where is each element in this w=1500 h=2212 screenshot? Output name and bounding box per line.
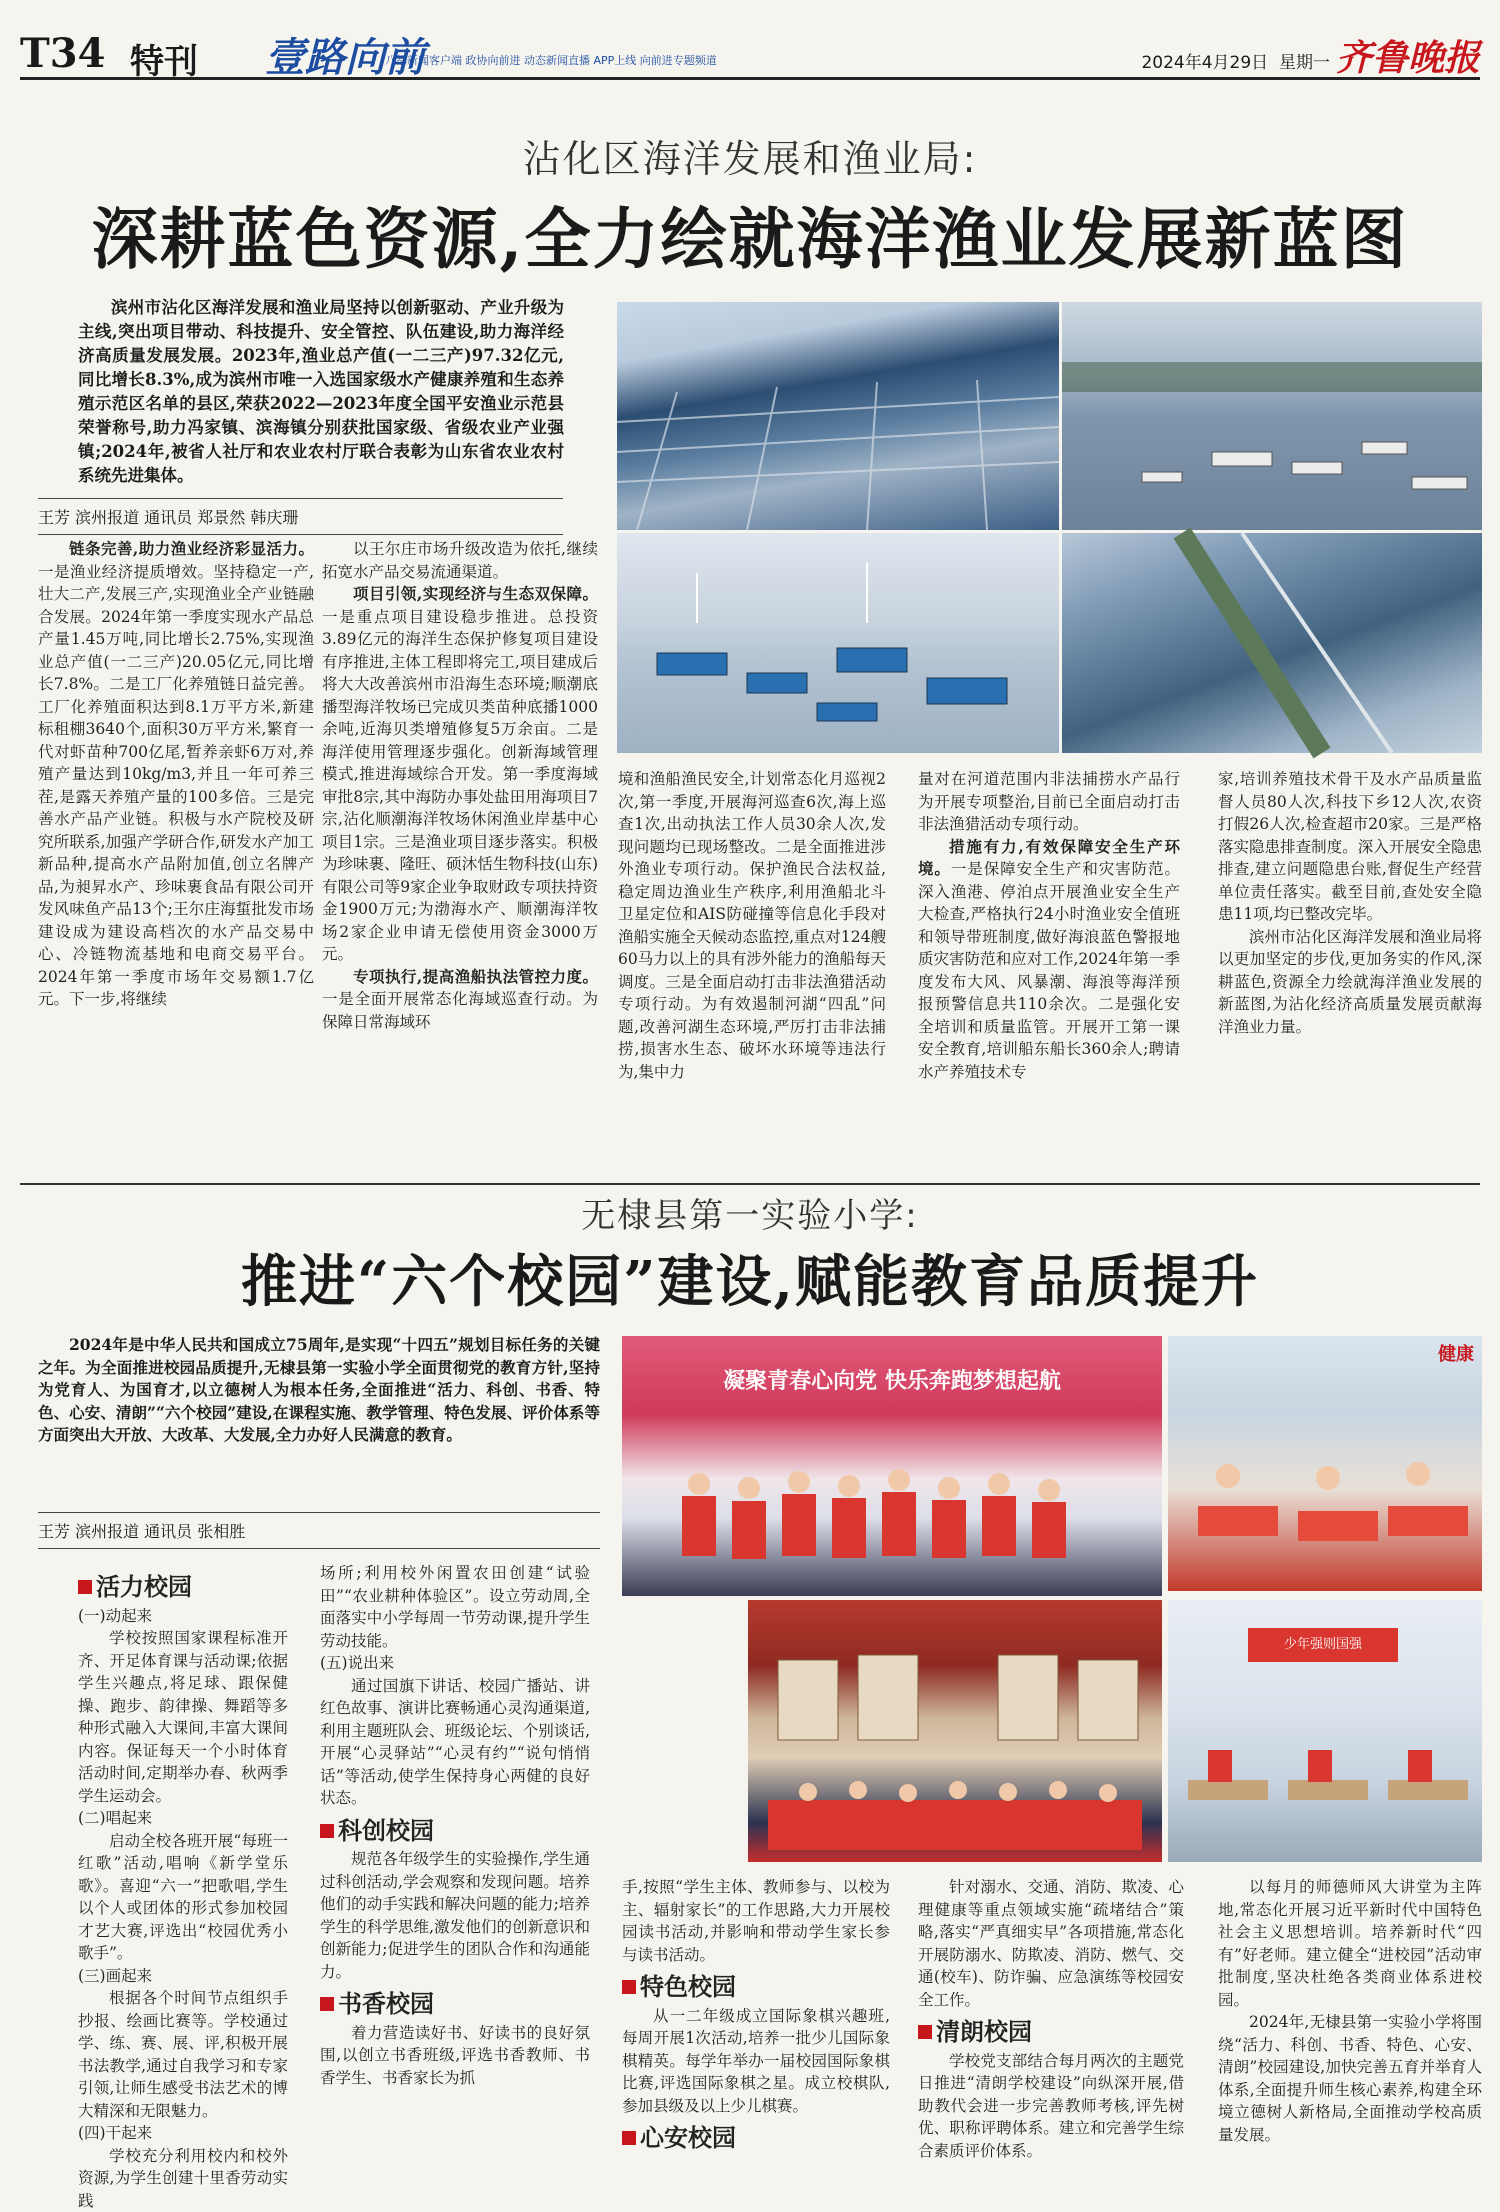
section-heading-tese xyxy=(622,1976,890,1999)
classroom-graphic xyxy=(1168,1336,1482,1591)
article1-column-4 xyxy=(918,768,1180,1178)
section-label: 特色校园 xyxy=(640,1976,736,1999)
a1c2-text-3: 一是全面开展常态化海域巡查行动。为保障日常海域环 xyxy=(322,990,598,1031)
a1c4-text-1: 量对在河道范围内非法捕捞水产品行为开展专项整治,目前已全面启动打击非法渔猎活动专项行动。 xyxy=(918,770,1180,833)
section-label: 心安校园 xyxy=(640,2127,736,2150)
a1c2-text-1: 以王尔庄市场升级改造为依托,继续拓宽水产品交易流通渠道。 xyxy=(322,540,598,581)
section-heading-kechuang xyxy=(320,1820,590,1843)
a1c5-text-1: 家,培训养殖技术骨干及水产品质量监督人员80人次,科技下乡12人次,农资打假26人次,检查超市20家。三是严格落实隐患排查制度。深入开展安全隐患排查,建立问题隐患台账,督促生产经营单位责任落实。截至目前,查处安全隐患11项,均已整改完毕。 xyxy=(1218,770,1482,923)
boats-graphic xyxy=(1062,302,1482,530)
article2-column-1 xyxy=(78,1566,288,2196)
article1-lead: 滨州市沾化区海洋发展和渔业局坚持以创新驱动、产业升级为主线,突出项目带动、科技提升、安全管控、队伍建设,助力海洋经济高质量发展发展。2023年,渔业总产值(一二三产)97.32亿元,同比增长8.3%,成为滨州市唯一入选国家级水产健康养殖和生态养殖示范区名单的县区,荣获2022—2023年度全国平安渔业示范县荣誉称号,助力冯家镇、滨海镇分别获批国家级、省级农业产业强镇;2024年,被省人社厅和农业农村厅联合表彰为山东省农业农村系统先进集体。 xyxy=(78,296,564,488)
article1-subtitle: 沾化区海洋发展和渔业局: xyxy=(20,128,1480,183)
red-square-icon xyxy=(622,1980,636,1994)
paragraph: 学校按照国家课程标准开齐、开足体育课与活动课;依据学生兴趣点,将足球、跟保健操、跑步、韵律操、舞蹈等多种形式融入大课间,丰富大课间内容。保证每天一个小时体育活动时间,定期举办春、秋两季学生运动会。 xyxy=(78,1627,288,1807)
a1c5-para-2 xyxy=(1218,926,1482,1039)
paragraph: 着力营造读好书、好读书的良好氛围,以创立书香班级,评选书香教师、书香学生、书香家长为抓 xyxy=(320,2022,590,2090)
stage-banner-text: 凝聚青春心向党 快乐奔跑梦想起航 xyxy=(652,1364,1132,1395)
section-heading-huoli xyxy=(78,1576,288,1599)
section-label: 书香校园 xyxy=(338,1993,434,2016)
paragraph: 规范各年级学生的实验操作,学生通过科创活动,学会观察和发现问题。培养他们的动手实践和解决问题的能力;培养学生的科学思维,激发他们的创新意识和创新能力;促进学生的团队合作和沟通能力。 xyxy=(320,1848,590,1983)
weekday-text: 星期一 xyxy=(1279,53,1330,73)
a1c4-heading-2: 措施有力,有效保障安全生产环境。 xyxy=(918,837,1180,879)
subheading: (一)动起来 xyxy=(78,1605,288,1628)
a1c2-text-2: 一是重点项目建设稳步推进。总投资3.89亿元的海洋生态保护修复项目建设有序推进,主体工程即将完工,项目建成后将大大改善滨州市沿海生态环境;顺潮底播型海洋牧场已完成贝类苗种底播1000余吨,近海贝类增殖修复5万余亩。二是海洋使用管理逐步强化。创新海域管理模式,推进海域综合开发。第一季度海域审批8宗,其中海防办事处盐田用海项目7宗,沾化顺潮海洋牧场休闲渔业岸基中心项目1宗。三是渔业项目逐步落实。积极为珍味裹、隆旺、硕沐恬生物科技(山东)有限公司等9家企业争取财政专项扶持资金1900万元;为渤海水产、顺潮海洋牧场2家企业申请无偿使用资金3000万元。 xyxy=(322,608,598,964)
subheading: (二)唱起来 xyxy=(78,1807,288,1830)
paragraph: 根据各个时间节点组织手抄报、绘画比赛等。学校通过学、练、赛、展、评,积极开展书法教学,通过自我学习和专家引领,让师生感受书法艺术的博大精深和无限魅力。 xyxy=(78,1987,288,2122)
a1c2-para-3 xyxy=(322,966,598,1034)
paragraph: 学校充分利用校内和校外资源,为学生创建十里香劳动实践 xyxy=(78,2145,288,2212)
performers-graphic xyxy=(622,1336,1162,1596)
students-ukulele-stage-photo xyxy=(622,1336,1162,1596)
a1c2-heading-2: 项目引领,实现经济与生态双保障。 xyxy=(353,584,598,603)
a1c1-para xyxy=(38,538,314,1011)
paragraph: 场所;利用校外闲置农田创建“试验田”“农业耕种体验区”。设立劳动周,全面落实中小学每周一节劳动课,提升学生劳动技能。 xyxy=(320,1562,590,1652)
a1c2-heading-3: 专项执行,提高渔船执法管控力度。 xyxy=(353,967,598,986)
section-heading-shuxiang xyxy=(320,1993,590,2016)
article2-column-3 xyxy=(622,1876,890,2196)
section-label: 科创校园 xyxy=(338,1820,434,1843)
section-heading-qinglang xyxy=(918,2021,1184,2044)
causeway-graphic xyxy=(1062,533,1482,753)
a1c1-heading: 链条完善,助力渔业经济彩显活力。 xyxy=(69,539,314,558)
a1c5-para-1 xyxy=(1218,768,1482,926)
students-museum-visit-photo xyxy=(748,1600,1162,1862)
paragraph: 针对溺水、交通、消防、欺凌、心理健康等重点领域实施“疏堵结合”策略,落实“严真细实早”各项措施,常态化开展防溺水、防欺凌、消防、燃气、交通(校车)、防诈骗、应急演练等校园安全工作。 xyxy=(918,1876,1184,2011)
classroom-wall-text: 健康 xyxy=(1438,1340,1474,1366)
aerial-salt-ponds-photo xyxy=(617,302,1059,530)
article1-column-5 xyxy=(1218,768,1482,1178)
harbor-graphic xyxy=(617,533,1059,753)
a1c4-para-1 xyxy=(918,768,1180,836)
page-number: T34 xyxy=(20,30,105,77)
harbor-boats-photo xyxy=(617,533,1059,753)
article2-lead: 2024年是中华人民共和国成立75周年,是实现“十四五”规划目标任务的关键之年。为全面推进校园品质提升,无棣县第一实验小学全面贯彻党的教育方针,坚持为党育人、为国育才,以立德树人为根本任务,全面推进“活力、科创、书香、特色、心安、清朗”“六个校园”建设,在课程实施、教学管理、特色发展、评价体系等方面突出大开放、大改革、大发展,全力办好人民满意的教育。 xyxy=(38,1334,600,1447)
subheading: (五)说出来 xyxy=(320,1652,590,1675)
classroom-paper-cutting-photo xyxy=(1168,1336,1482,1591)
classroom-lesson-photo xyxy=(1168,1600,1482,1862)
article2-column-5 xyxy=(1218,1876,1482,2196)
a1c2-para-2 xyxy=(322,583,598,966)
article1-column-3 xyxy=(618,768,886,1178)
issue-date xyxy=(1141,48,1330,73)
section-label: 清朗校园 xyxy=(936,2021,1032,2044)
paragraph: 通过国旗下讲话、校园广播站、讲红色故事、演讲比赛畅通心灵沟通渠道,利用主题班队会、班级论坛、个别谈话,开展“心灵驿站”“心灵有约”“说句悄悄话”等活动,使学生保持身心两健的良好状态。 xyxy=(320,1675,590,1810)
paragraph: 2024年,无棣县第一实验小学将围绕“活力、科创、书香、特色、心安、清朗”校园建设,加快完善五育并举育人体系,全面提升师生核心素养,构建全环境立德树人新格局,全面推动学校高质量发展。 xyxy=(1218,2011,1482,2146)
subheading: (三)画起来 xyxy=(78,1965,288,1988)
paragraph: 以每月的师德师风大讲堂为主阵地,常态化开展习近平新时代中国特色社会主义思想培训。培养新时代“四有”好老师。建立健全“进校园”活动审批制度,坚决杜绝各类商业体系进校园。 xyxy=(1218,1876,1482,2011)
page-header xyxy=(20,22,1480,80)
fishing-boats-river-photo xyxy=(1062,302,1482,530)
article2-column-4 xyxy=(918,1876,1184,2196)
paragraph: 启动全校各班开展“每班一红歌”活动,唱响《新学堂乐歌》。喜迎“六一”把歌唱,学生以个人或团体的形式参加校园才艺大赛,评选出“校园优秀小歌手”。 xyxy=(78,1830,288,1965)
paragraph: 学校党支部结合每月两次的主题党日推进“清朗学校建设”向纵深开展,借助教代会进一步完善教师考核,评先树优、职称评聘体系。建立和完善学生综合素质评价体系。 xyxy=(918,2050,1184,2163)
article2-column-2 xyxy=(320,1562,590,2196)
article2-subtitle: 无棣县第一实验小学: xyxy=(20,1188,1480,1237)
a1c1-text: 一是渔业经济提质增效。坚持稳定一产,壮大二产,发展三产,实现渔业全产业链融合发展。2024年第一季度实现水产品总产量1.45万吨,同比增长2.75%,实现渔业总产值(一二三产)20.05亿元,同比增长7.8%。二是工厂化养殖链日益完善。工厂化养殖面积达到8.1万平方米,新建标租棚3640个,面积30万平方米,繁育一代对虾苗种700亿尾,暂养亲虾6万对,养殖产量达到10kg/m3,并且一年可养三茬,是露天养殖产量的100多倍。三是完善水产品产业链。积极与水产院校及研究所联系,加强产学研合作,研发水产加工新品种,提高水产品附加值,创立名牌产品,为昶昇水产、珍味裹食品有限公司开发风味鱼产品13个;王尔庄海蜇批发市场建设成为建设高档次的水产品交易中心、冷链物流基地和电商交易平台。2024年第一季度市场年交易额1.7亿元。下一步,将继续 xyxy=(38,563,314,1009)
section-heading-xinan xyxy=(622,2127,890,2150)
a1c2-para-1 xyxy=(322,538,598,583)
a1c3-text: 境和渔船渔民安全,计划常态化月巡视2次,第一季度,开展海河巡查6次,海上巡查1次,出动执法工作人员30余人次,发现问题均已现场整改。二是全面推进涉外渔业专项行动。保护渔民合法权益,稳定周边渔业生产秩序,利用渔船北斗卫星定位和AIS防碰撞等信息化手段对渔船实施全天候动态监控,重点对124艘60马力以上的具有涉外能力的渔船每天调度。三是全面启动打击非法渔猎活动专项行动。为有效遏制河湖“四乱”问题,改善河湖生态环境,严厉打击非法捕捞,损害水生态、破坏水环境等违法行为,集中力 xyxy=(618,768,886,1083)
article1-column-2 xyxy=(322,538,598,1178)
red-square-icon xyxy=(622,2131,636,2145)
section-name: 特刊 xyxy=(130,34,198,83)
section-label: 活力校园 xyxy=(96,1576,192,1599)
museum-graphic xyxy=(748,1600,1162,1862)
red-square-icon xyxy=(320,1997,334,2011)
subheading: (四)干起来 xyxy=(78,2122,288,2145)
date-text: 2024年4月29日 xyxy=(1141,53,1268,73)
newspaper-logo: 齐鲁晚报 xyxy=(1336,30,1480,81)
red-square-icon xyxy=(320,1824,334,1838)
paragraph: 从一二年级成立国际象棋兴趣班,每周开展1次活动,培养一批少儿国际象棋精英。每学年举办一届校园国际象棋比赛,评选国际象棋之星。成立校棋队,参加县级及以上少儿棋赛。 xyxy=(622,2005,890,2118)
aerial-causeway-photo xyxy=(1062,533,1482,753)
article2-title: 推进“六个校园”建设,赋能教育品质提升 xyxy=(10,1238,1490,1318)
red-square-icon xyxy=(918,2025,932,2039)
classroom-screen: 少年强则国强 xyxy=(1248,1628,1398,1662)
red-square-icon xyxy=(78,1580,92,1594)
column-logo: 壹路向前 xyxy=(265,26,425,83)
a1c4-text-2: 一是保障安全生产和灾害防范。深入渔港、停泊点开展渔业安全生产大检查,严格执行24小时渔业安全值班和领导带班制度,做好海浪蓝色警报地质灾害防范和应对工作,2024年第一季度发布大风、风暴潮、海浪等海洋预报预警信息共110余次。二是强化安全培训和质量监管。开展开工第一课安全教育,培训船东船长360余人;聘请水产养殖技术专 xyxy=(918,860,1180,1081)
column-subtitle: 八都新闻客户端 政协向前进 动态新闻直播 APP上线 向前进专题频道 xyxy=(385,52,717,68)
article1-byline: 王芳 滨州报道 通讯员 郑景然 韩庆珊 xyxy=(38,498,563,535)
article2-byline: 王芳 滨州报道 通讯员 张相胜 xyxy=(38,1512,600,1549)
paragraph: 手,按照“学生主体、教师参与、以校为主、辐射家长”的工作思路,大力开展校园读书活动,并影响和带动学生家长参与读书活动。 xyxy=(622,1876,890,1966)
ponds-grid-graphic xyxy=(617,302,1059,530)
a1c5-text-2: 滨州市沾化区海洋发展和渔业局将以更加坚定的步伐,更加务实的作风,深耕蓝色,资源全力绘就海洋渔业发展的新蓝图,为沾化经济高质量发展贡献海洋渔业力量。 xyxy=(1218,928,1482,1036)
desks-graphic xyxy=(1168,1600,1482,1862)
a1c4-para-2 xyxy=(918,836,1180,1084)
article1-title: 深耕蓝色资源,全力绘就海洋渔业发展新蓝图 xyxy=(10,186,1490,281)
section-divider xyxy=(20,1183,1480,1185)
article1-column-1 xyxy=(38,538,314,1178)
